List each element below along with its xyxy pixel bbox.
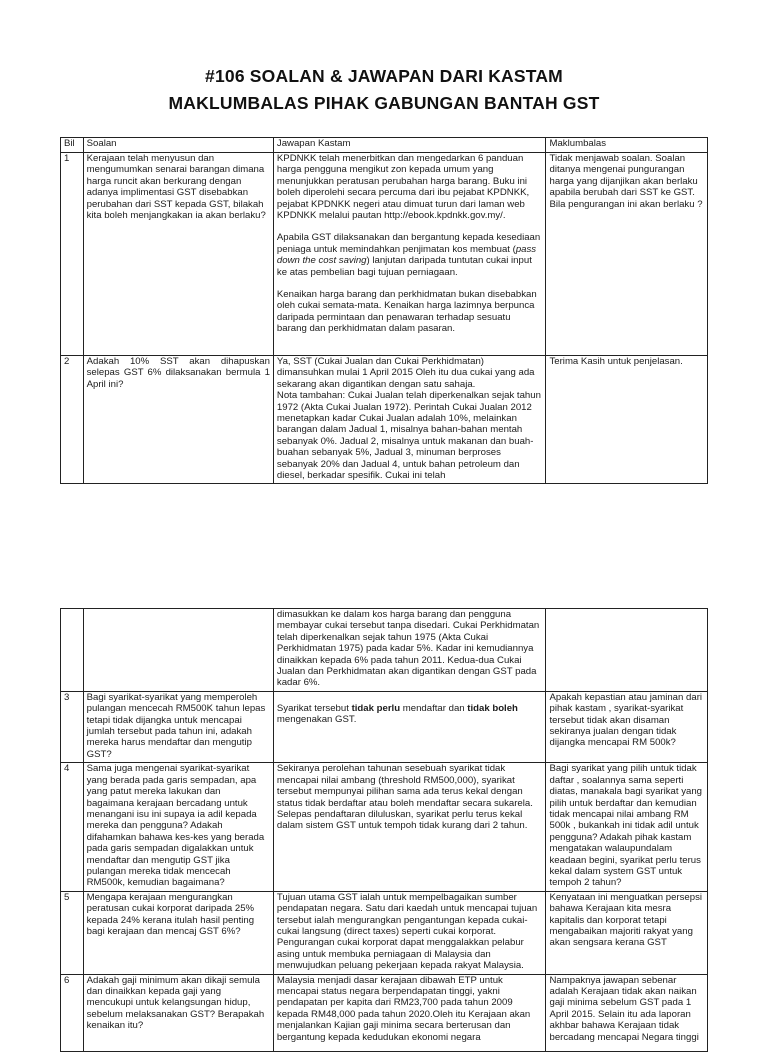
question-cell: Sama juga mengenai syarikat-syarikat yang berada pada garis sempadan, apa yang patut mereka lakukan dan bagaimana kerajaan bercadang untuk menangani isu ini supaya ia adil kepada mereka dan pengguna? Adakah difahamkan bahawa kes-kes yang berada pada garis sempadan digalakkan untuk mendaftar dan mengutip GST jika pulangan mereka tidak mencecah RM500k, kemudian bagaimana? — [83, 763, 273, 891]
answer-cell: dimasukkan ke dalam kos harga barang dan pengguna membayar cukai tersebut tanpa disedari. Cukai Perkhidmatan telah diperkenalkan sejak tahun 1975 (Akta Cukai Perkhidmatan 1975) pada kadar 5%. Kadar ini kemudiannya dinaikkan kepada 6% pada tahun 2011. Kedua-dua Cukai Jualan dan Perkhidmatan akan digantikan dengan GST pada kadar 6%. — [273, 609, 546, 692]
feedback-cell: Kenyataan ini menguatkan persepsi bahawa Kerajaan kita mesra kapitalis dan korporat tetapi mengabaikan majoriti rakyat yang akan sengsara kerana GST — [546, 891, 708, 974]
table-row — [61, 153, 708, 356]
table-header-row — [61, 138, 708, 153]
answer-cell: Tujuan utama GST ialah untuk mempelbagaikan sumber pendapatan negara. Satu dari kaedah untuk mencapai tujuan tersebut ialah mengurangkan pengantungan kepada cukai-cukai langsung (direct taxes) seperti cukai korporat. Pengurangan cukai korporat dapat menggalakkan pelabur asing untuk membuka perniagaan di Malaysia dan menwujudkan peluang pekerjaan kepada rakyat Malaysia. — [273, 891, 546, 974]
question-cell: Adakah 10% SST akan dihapuskan selepas GST 6% dilaksanakan bermula 1 April ini? — [83, 356, 273, 484]
answer-text: mengenakan GST. — [276, 714, 357, 726]
header-bil: Bil — [61, 138, 84, 153]
row-number: 4 — [61, 763, 84, 891]
row-number: 1 — [61, 153, 84, 356]
answer-paragraph: Kenaikan harga barang dan perkhidmatan bukan disebabkan oleh cukai semata-mata. Kenaikan harga lazimnya berpunca daripada permintaan dan penawaran terhadap sesuatu barang dan perkhidmatan dalam pasaran. — [276, 289, 537, 335]
table-row — [61, 691, 708, 762]
table-row — [61, 891, 708, 974]
header-soalan: Soalan — [83, 138, 273, 153]
answer-text: mendaftar dan — [400, 702, 468, 714]
question-cell: Kerajaan telah menyusun dan mengumumkan senarai barangan dimana harga runcit akan berkurang dengan adanya implimentasi GST disebabkan perubahan dari SST kepada GST, bilakah kita boleh menjangkakan ia akan berlaku? — [83, 153, 273, 356]
table-row — [61, 974, 708, 1051]
table-row — [61, 356, 708, 484]
document-title-line2: MAKLUMBALAS PIHAK GABUNGAN BANTAH GST — [168, 93, 600, 113]
question-cell: Bagi syarikat-syarikat yang memperoleh pulangan mencecah RM500K tahun lepas tetapi tidak dijangka untuk mencapai jumlah tersebut pada tahun ini, adakah mereka harus mendaftar dan mengutip GST? — [83, 691, 273, 762]
table-row — [61, 763, 708, 891]
answer-bold-text: tidak boleh — [467, 702, 518, 714]
feedback-cell: Nampaknya jawapan sebenar adalah Kerajaan tidak akan naikan gaji minima sebelum GST pada 1 April 2015. Selain itu ada laporan akhbar bahawa Kerajaan tidak bercadang mencapai Negara tinggi — [546, 974, 708, 1051]
feedback-cell: Tidak menjawab soalan. Soalan ditanya mengenai pungurangan harga yang dijanjikan akan berlaku apabila berubah dari SST ke GST. Bila pengurangan ini akan berlaku ? — [546, 153, 708, 356]
answer-cell — [273, 691, 546, 762]
row-number: 3 — [61, 691, 84, 762]
answer-cell: Ya, SST (Cukai Jualan dan Cukai Perkhidmatan) dimansuhkan mulai 1 April 2015 Oleh itu dua cukai yang ada sekarang akan digantikan dengan satu sahaja. Nota tambahan: Cukai Jualan telah diperkenalkan sejak tahun 1972 (Akta Cukai Jualan 1972). Perintah Cukai Jualan 2012 menetapkan kadar Cukai Jualan adalah 10%, melainkan barangan dalam Jadual 1, misalnya bahan-bahan mentah sebanyak 0%. Jadual 2, misalnya untuk makanan dan buah-buahan sebanyak 5%, Jadual 3, minuman berproses sebanyak 20% dan Jadual 4, untuk bahan petroleum dan diesel, berkadar spesifik. Cukai ini telah — [273, 356, 546, 484]
answer-text: Syarikat tersebut — [276, 702, 352, 714]
answer-cell: Sekiranya perolehan tahunan sesebuah syarikat tidak mencapai nilai ambang (threshold RM500,000), syarikat tersebut mempunyai pilihan sama ada terus kekal dengan status tidak berdaftar atau boleh mendaftar secara sukarela. Selepas pendaftaran diluluskan, syarikat perlu terus kekal dalam sistem GST untuk tempoh tidak kurang dari 2 tahun. — [273, 763, 546, 891]
row-number: 5 — [61, 891, 84, 974]
question-cell: Adakah gaji minimum akan dikaji semula dan dinaikkan kepada gaji yang mencukupi untuk kelangsungan hidup, sebelum melaksanakan GST? Berapakah kenaikan itu? — [83, 974, 273, 1051]
header-maklumbalas: Maklumbalas — [546, 138, 708, 153]
feedback-cell: Terima Kasih untuk penjelasan. — [546, 356, 708, 484]
answer-paragraph: KPDNKK telah menerbitkan dan mengedarkan 6 panduan harga pengguna mengikut zon kepada umum yang menunjukkan peratusan perubahan harga barang. Buku ini boleh diperolehi secara percuma dari ibu pejabat KPDNKK, pejabat KPDNKK negeri atau dimuat turun dari laman web KPDNKK melalui pautan http://ebook.kpdnkk.gov.my/. — [276, 153, 530, 222]
row-number: 6 — [61, 974, 84, 1051]
feedback-cell: Apakah kepastian atau jaminan dari pihak kastam , syarikat-syarikat tersebut tidak akan disaman sekiranya jualan dengan tidak dijangka mencapai RM 500k? — [546, 691, 708, 762]
answer-paragraph: Apabila GST dilaksanakan dan bergantung kepada kesediaan peniaga untuk memindahkan penjimatan kos membuat ( — [276, 232, 541, 255]
answer-cell — [273, 153, 546, 356]
answer-italic-text: pass down the cost saving — [276, 243, 537, 267]
document-title-line1: #106 SOALAN & JAWAPAN DARI KASTAM — [205, 66, 563, 86]
answer-paragraph: ) lanjutan daripada tuntutan cukai input ke atas pembelian bagi tujuan perniagaan. — [276, 255, 532, 278]
header-jawapan: Jawapan Kastam — [273, 138, 546, 153]
feedback-cell: Bagi syarikat yang pilih untuk tidak daftar , soalannya sama seperti diatas, manakala bagi syarikat yang pilih untuk berdaftar dan kemudian tidak mencapai nilai ambang RM 500k , bukankah ini tidak adil untuk pengguna? Adakah pihak kastam mengatakan walaupundalam keadaan begini, syarikat perlu terus kekal dalam system GST untuk tempoh 2 tahun? — [546, 763, 708, 891]
qa-table-page1 — [60, 137, 708, 484]
answer-cell: Malaysia menjadi dasar kerajaan dibawah ETP untuk mencapai status negara berpendapatan tinggi, yakni pendapatan per kapita dari RM23,700 pada tahun 2009 kepada RM48,000 pada tahun 2020.Oleh itu Kerajaan akan menjalankan Kajian gaji minima secara berterusan dan bergantung kepada kedudukan ekonomi negara — [273, 974, 546, 1051]
table-row — [61, 609, 708, 692]
row-number: 2 — [61, 356, 84, 484]
answer-bold-text: tidak perlu — [351, 702, 401, 714]
question-cell: Mengapa kerajaan mengurangkan peratusan cukai korporat daripada 25% kepada 24% kerana itulah hasil penting bagi kerajaan dan mencaj GST 6%? — [83, 891, 273, 974]
qa-table-page2 — [60, 608, 708, 1052]
